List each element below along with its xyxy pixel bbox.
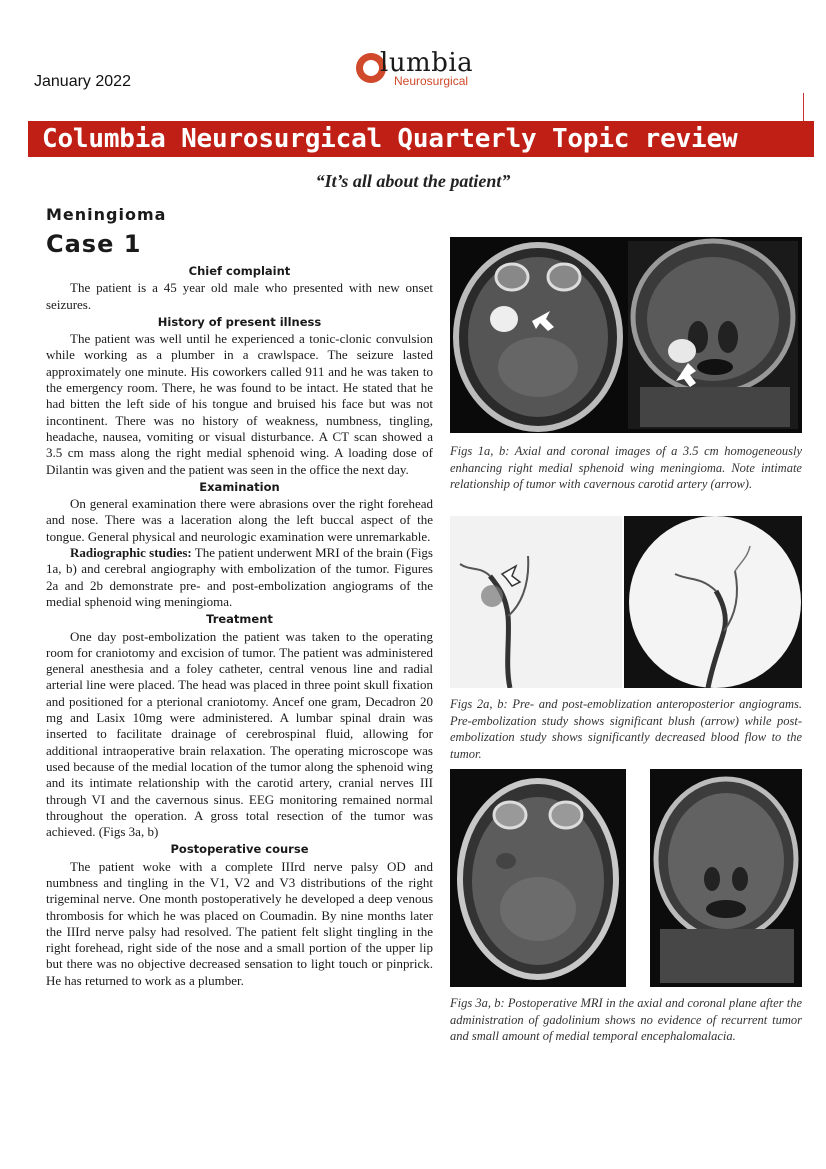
postoperative-heading: Postoperative course <box>170 842 309 857</box>
banner-title: Columbia Neurosurgical Quarterly Topic review <box>42 124 738 154</box>
history-heading: History of present illness <box>157 314 322 329</box>
examination-heading: Examination <box>199 479 280 494</box>
radiographic-text: The patient underwent MRI of the brain (Figs 1a, b) and cerebral angiography with embolization of the tumor. Figures 2a and 2b demonstrate pre- and post-embolization angiograms of the medial sphenoid wing meningioma. <box>46 545 433 609</box>
topic-heading: Meningioma <box>46 205 167 224</box>
header-divider <box>803 93 804 123</box>
figure-3-postop-mri <box>450 769 802 987</box>
case-heading: Case 1 <box>46 230 142 258</box>
radiographic-paragraph <box>46 545 433 610</box>
logo-subtitle: Neurosurgical <box>394 74 469 88</box>
tagline: “It’s all about the patient” <box>315 171 511 191</box>
examination-text: On general examination there were abrasions over the right forehead and nose. There was a laceration along the left buccal aspect of the tongue. General physical and neurologic examination were unremarkable. <box>46 496 433 544</box>
article-body <box>46 262 433 989</box>
chief-complaint-text: The patient is a 45 year old male who presented with new onset seizures. <box>46 280 433 312</box>
treatment-text: One day post-embolization the patient was taken to the operating room for craniotomy and excision of tumor. The patient was administered general anesthesia and a foley catheter, central venous line and radial arterial line were placed. The head was placed in three point skull fixation and positioned for a pterional craniotomy. Ancef one gram, Decadron 20 mg and Lasix 10mg were administered. A lumbar spinal drain was inserted to facilitate drainage of cerebrospinal fluid, allowing for additional intraoperative brain relaxation. The operating microscope was used because of the medial location of the tumor along the sphenoid wing and its intimate relationship with the carotid artery, cranial nerves III through VI and the cavernous sinus. EEG monitoring remained normal throughout the operation. A gross total resection of the tumor was achieved. (Figs 3a, b) <box>46 628 433 840</box>
figure-2-angiograms <box>450 516 802 688</box>
figure-3-caption: Figs 3a, b: Postoperative MRI in the axial and coronal plane after the administration of gadolinium shows no evidence of recurrent tumor and small amount of medial temporal encephalomalacia. <box>450 996 802 1043</box>
treatment-heading: Treatment <box>206 612 273 627</box>
history-text: The patient was well until he experienced a tonic-clonic convulsion while working as a plumber in a crawlspace. The seizure lasted approximately one minute. His coworkers called 911 and he was taken to the emergency room. There, he was found to be intact. He stated that he had bitten the left side of his tongue and bruised his face but was not incontinent. There was no history of weakness, numbness, tingling, headache, nausea, vomiting or visual disturbance. A CT scan showed a 3.5 cm mass along the right medial sphenoid wing. A loading dose of Dilantin was given and the patient was seen in the office the next day. <box>46 331 433 477</box>
columbia-neurosurgical-logo <box>356 50 496 90</box>
chief-complaint-heading: Chief complaint <box>188 264 291 278</box>
figure-1-mri <box>450 237 802 433</box>
figure-2-caption: Figs 2a, b: Pre- and post-emoblization anteroposterior angiograms. Pre-embolization study shows significant blush (arrow) while post-embolization study shows significantly decreased blood flow to the tumor. <box>450 697 802 761</box>
postoperative-text: The patient woke with a complete IIIrd nerve palsy OD and numbness and tingling in the V1, V2 and V3 distributions of the right trigeminal nerve. One month postoperatively he developed a deep venous thrombosis for which he was placed on Coumadin. By nine months later the IIIrd nerve palsy had resolved. The patient felt slight tingling in the right forehead, right side of the nose and a small portion of the upper lip but there was no objective decreased sensation to light touch or pinprick. He has returned to work as a plumber. <box>46 858 433 988</box>
issue-date: January 2022 <box>34 73 131 90</box>
radiographic-label: Radiographic studies: <box>70 545 192 561</box>
figure-1-caption: Figs 1a, b: Axial and coronal images of a 3.5 cm homogeneously enhancing right medial sphenoid wing meningioma. Note intimate relationship of tumor with cavernous carotid artery (arrow). <box>450 444 802 491</box>
logo-wordmark: lumbia <box>380 48 474 78</box>
title-banner <box>28 121 814 157</box>
